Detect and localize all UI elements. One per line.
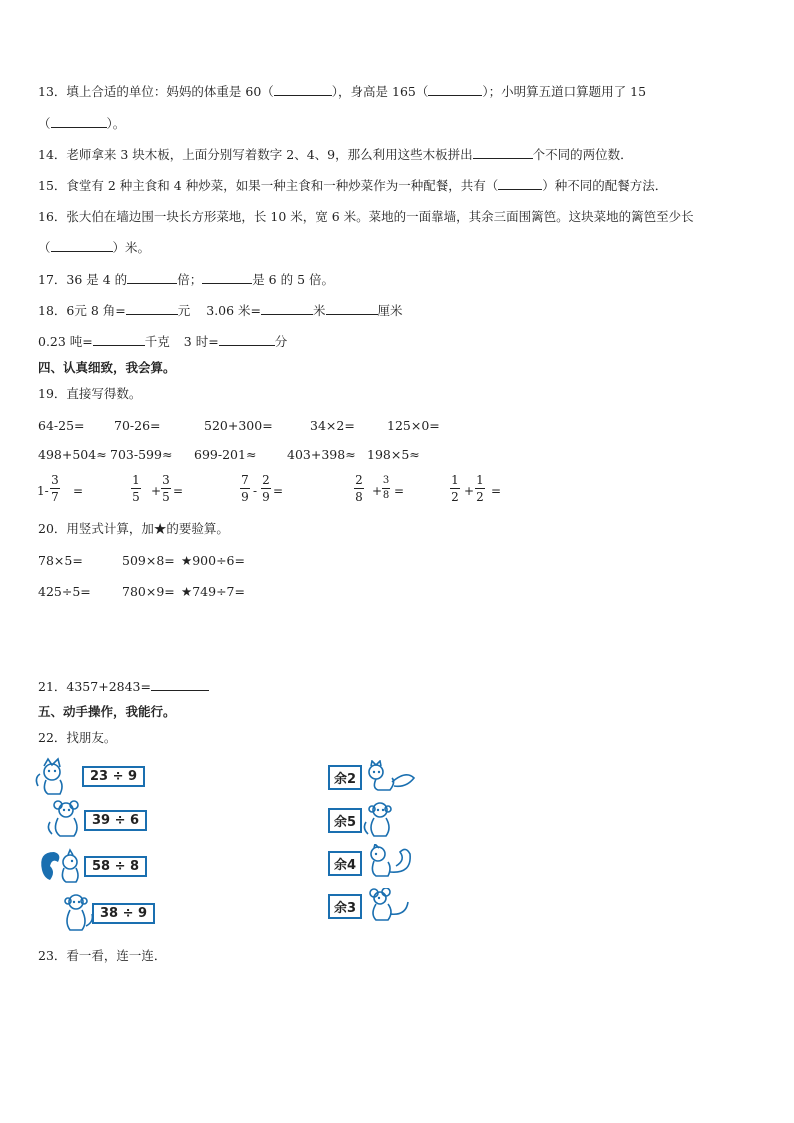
q19-r1-c2: 70-26=	[114, 418, 161, 433]
remainder-box: 余5	[328, 808, 362, 833]
remainder-box: 余3	[328, 894, 362, 919]
q15: 15．食堂有 2 种主食和 4 种炒菜，如果一种主食和一种炒菜作为一种配餐，共有（ ）种不同的配餐方法．	[38, 178, 668, 193]
q13-blank-height[interactable]	[428, 85, 482, 96]
q18-line2: 0.23 吨= 千克 3 时= 分	[38, 334, 288, 349]
fraction-3-8: 3 8	[382, 475, 390, 501]
match-right-2[interactable]	[328, 800, 402, 840]
expr-box: 58 ÷ 8	[84, 856, 147, 877]
match-left-4[interactable]	[58, 892, 155, 934]
expr-box: 38 ÷ 9	[92, 903, 155, 924]
q18-blank-cm[interactable]	[326, 304, 378, 315]
fraction-1-2-a: 1 2	[451, 473, 459, 504]
section4-heading: 四、认真细致，我会算。	[38, 360, 176, 375]
q13-blank-weight[interactable]	[274, 85, 332, 96]
q19-r2-c2: 703-599≈	[110, 447, 173, 462]
q17: 17．36 是 4 的 倍； 是 6 的 5 倍。	[38, 272, 335, 287]
q17-blank-b[interactable]	[202, 273, 252, 284]
match-right-3[interactable]	[328, 844, 418, 882]
q23-title: 23．看一看，连一连．	[38, 948, 167, 963]
q14-blank[interactable]	[473, 148, 533, 159]
match-right-4[interactable]	[328, 888, 412, 924]
q16-line2: （ ）米。	[38, 240, 151, 255]
q20-r2-c3: ★749÷7=	[181, 584, 245, 599]
fraction-1-5: 1 5	[132, 473, 140, 504]
fraction-2-8: 2 8	[355, 473, 363, 504]
q19-fraction-row: 1- 3 7 = 1 5 + 3 5 = 7 9 - 2 9 = 2 8 + 3 8 = 1 2 + 1 2 =	[37, 473, 502, 504]
expr-box: 39 ÷ 6	[84, 810, 147, 831]
q19-r1-c4: 34×2=	[310, 418, 355, 433]
q19-r2-c3: 699-201≈	[194, 447, 257, 462]
q20-r2-c2: 780×9=	[122, 584, 175, 599]
q18-blank-min[interactable]	[219, 335, 275, 346]
q22-title: 22．找朋友。	[38, 730, 117, 745]
q20-r1-c3: ★900÷6=	[181, 553, 245, 568]
q19-r2-c1: 498+504≈	[38, 447, 107, 462]
fraction-2-9: 2 9	[262, 473, 270, 504]
q21: 21．4357+2843=	[38, 679, 209, 695]
match-right-1[interactable]	[328, 760, 416, 794]
fraction-3-7: 3 7	[51, 473, 59, 504]
fraction-7-9: 7 9	[241, 473, 249, 504]
q19-r1-c5: 125×0=	[387, 418, 440, 433]
q19-r1-c3: 520+300=	[204, 418, 273, 433]
q15-blank[interactable]	[498, 179, 542, 190]
q16-blank[interactable]	[51, 241, 113, 252]
q13-blank-time[interactable]	[51, 117, 107, 128]
fraction-3-5: 3 5	[162, 473, 170, 504]
squirrel-icon	[362, 844, 418, 882]
q20-r1-c2: 509×8=	[122, 553, 175, 568]
q14: 14．老师拿来 3 块木板，上面分别写着数字 2、4、9，那么利用这些木板拼出 个不同的两位数．	[38, 147, 633, 162]
squirrel-icon	[38, 846, 90, 886]
fraction-1-2-b: 1 2	[476, 473, 484, 504]
q18-line1: 18．6元 8 角= 元 3.06 米= 米 厘米	[38, 303, 403, 318]
q21-blank[interactable]	[151, 680, 209, 691]
q19-r2-c5: 198×5≈	[367, 447, 420, 462]
expr-box: 23 ÷ 9	[82, 766, 145, 787]
monkey-icon	[362, 800, 402, 840]
q19-title: 19．直接写得数。	[38, 386, 142, 401]
mouse-icon	[362, 888, 412, 924]
q13-line1: 13．填上合适的单位：妈妈的体重是 60（ ），身高是 165（ ）；小明算五道口算题用了 15	[38, 84, 647, 99]
match-left-1[interactable]	[34, 756, 145, 796]
match-left-3[interactable]	[38, 846, 147, 886]
q20-title: 20．用竖式计算，加★的要验算。	[38, 521, 229, 536]
q18-blank-kg[interactable]	[93, 335, 145, 346]
q18-blank-yuan[interactable]	[126, 304, 178, 315]
q20-r1-c1: 78×5=	[38, 553, 83, 568]
fox-icon	[362, 760, 416, 794]
remainder-box: 余2	[328, 765, 362, 790]
section5-heading: 五、动手操作，我能行。	[38, 704, 176, 719]
q13-line2: （ ）。	[38, 116, 126, 131]
q19-r1-c1: 64-25=	[38, 418, 85, 433]
q18-blank-mi[interactable]	[261, 304, 313, 315]
q19-r2-c4: 403+398≈	[287, 447, 356, 462]
remainder-box: 余4	[328, 851, 362, 876]
q17-blank-a[interactable]	[127, 273, 177, 284]
match-left-2[interactable]	[46, 800, 147, 840]
q16-line1: 16．张大伯在墙边围一块长方形菜地，长 10 米，宽 6 米。菜地的一面靠墙，其余三面围篱笆。这块菜地的篱笆至少长	[38, 209, 694, 224]
q20-r2-c1: 425÷5=	[38, 584, 91, 599]
